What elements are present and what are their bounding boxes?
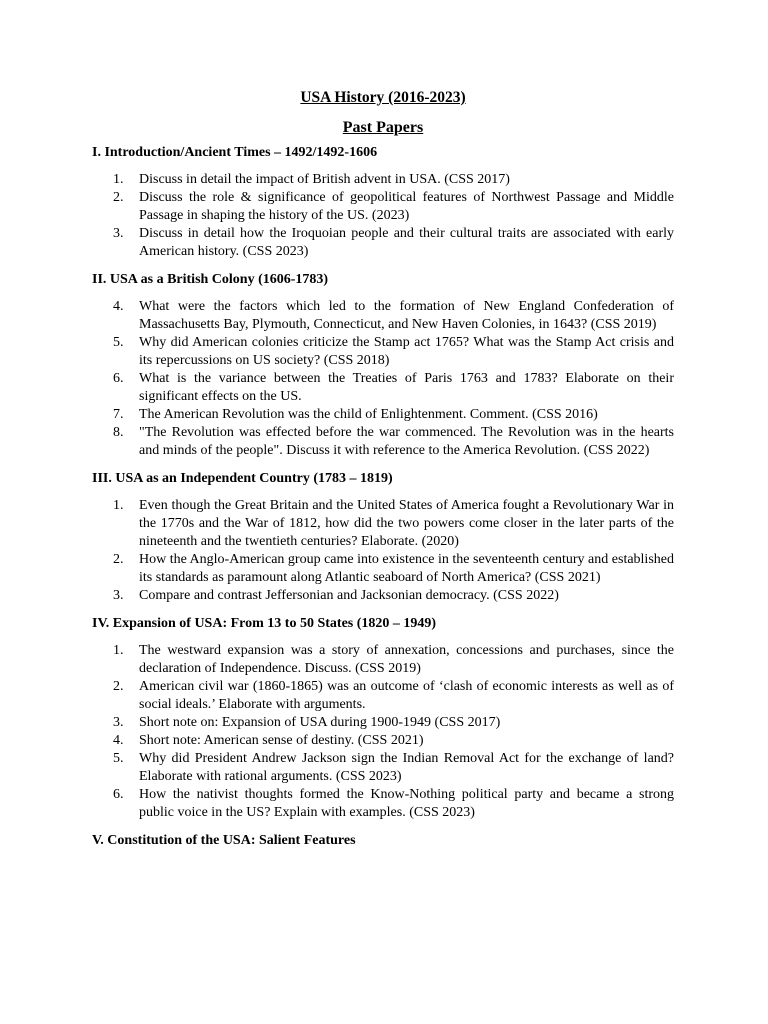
question-text: Short note on: Expansion of USA during 1900-1949 (CSS 2017) xyxy=(139,715,501,730)
question-item xyxy=(92,587,674,605)
question-text: Discuss in detail how the Iroquoian people and their cultural traits are associated with early American history. (CSS 2023) xyxy=(139,226,674,259)
question-text: American civil war (1860-1865) was an outcome of ‘clash of economic interests as well as of social ideals.’ Elaborate with arguments. xyxy=(139,679,674,712)
question-item xyxy=(92,714,674,732)
question-text: What were the factors which led to the formation of New England Confederation of Massachusetts Bay, Plymouth, Connecticut, and New Haven Colonies, in 1643? (CSS 2019) xyxy=(139,299,674,332)
question-text: What is the variance between the Treaties of Paris 1763 and 1783? Elaborate on their significant effects on the US. xyxy=(139,371,674,404)
question-number: 6. xyxy=(113,371,124,386)
section-heading: II. USA as a British Colony (1606-1783) xyxy=(92,272,329,287)
question-item xyxy=(92,497,674,551)
question-number: 3. xyxy=(113,715,124,730)
page-title: USA History (2016-2023) xyxy=(300,89,466,106)
question-text: How the nativist thoughts formed the Know-Nothing political party and became a strong public voice in the US? Explain with examples. (CSS 2023) xyxy=(139,787,674,820)
question-number: 1. xyxy=(113,498,124,513)
section-heading: III. USA as an Independent Country (1783 – 1819) xyxy=(92,471,393,486)
section-heading: I. Introduction/Ancient Times – 1492/1492-1606 xyxy=(92,145,378,160)
question-text: Even though the Great Britain and the United States of America fought a Revolutionary War in the 1770s and the War of 1812, how did the two powers come closer in the later parts of the nineteenth and the twentieth centuries? Elaborate. (2020) xyxy=(139,498,674,549)
question-number: 1. xyxy=(113,172,124,187)
question-list xyxy=(92,642,674,822)
question-text: Compare and contrast Jeffersonian and Jacksonian democracy. (CSS 2022) xyxy=(139,588,559,603)
question-number: 4. xyxy=(113,733,124,748)
question-item xyxy=(92,225,674,261)
page-subtitle: Past Papers xyxy=(342,119,424,136)
question-number: 6. xyxy=(113,787,124,802)
question-text: "The Revolution was effected before the war commenced. The Revolution was in the hearts and minds of the people". Discuss it with reference to the America Revolution. (CSS 2022) xyxy=(139,425,674,458)
question-number: 4. xyxy=(113,299,124,314)
question-item xyxy=(92,171,674,189)
section-heading: IV. Expansion of USA: From 13 to 50 States (1820 – 1949) xyxy=(92,616,437,631)
question-text: Short note: American sense of destiny. (CSS 2021) xyxy=(139,733,424,748)
question-number: 7. xyxy=(113,407,124,422)
question-number: 2. xyxy=(113,679,124,694)
question-text: The westward expansion was a story of annexation, concessions and purchases, since the declaration of Independence. Discuss. (CSS 2019) xyxy=(139,643,674,676)
question-number: 5. xyxy=(113,751,124,766)
question-item xyxy=(92,334,674,370)
question-item xyxy=(92,786,674,822)
question-item xyxy=(92,370,674,406)
question-text: Why did President Andrew Jackson sign the Indian Removal Act for the exchange of land? Elaborate with rational arguments. (CSS 2023) xyxy=(139,751,674,784)
question-number: 1. xyxy=(113,643,124,658)
question-text: Discuss the role & significance of geopolitical features of Northwest Passage and Middle Passage in shaping the history of the US. (2023) xyxy=(139,190,674,223)
question-text: How the Anglo-American group came into existence in the seventeenth century and established its standards as paramount along Atlantic seaboard of North America? (CSS 2021) xyxy=(139,552,674,585)
question-list xyxy=(92,298,674,460)
question-item xyxy=(92,642,674,678)
question-number: 2. xyxy=(113,552,124,567)
question-item xyxy=(92,732,674,750)
question-text: Why did American colonies criticize the Stamp act 1765? What was the Stamp Act crisis and its repercussions on US society? (CSS 2018) xyxy=(139,335,674,368)
question-number: 3. xyxy=(113,226,124,241)
question-item xyxy=(92,298,674,334)
question-text: The American Revolution was the child of Enlightenment. Comment. (CSS 2016) xyxy=(139,407,598,422)
question-item xyxy=(92,424,674,460)
question-number: 8. xyxy=(113,425,124,440)
sections-container xyxy=(92,144,674,850)
question-item xyxy=(92,406,674,424)
question-list xyxy=(92,171,674,261)
question-list xyxy=(92,497,674,605)
question-item xyxy=(92,750,674,786)
question-number: 3. xyxy=(113,588,124,603)
section-heading: V. Constitution of the USA: Salient Features xyxy=(92,833,356,848)
question-item xyxy=(92,678,674,714)
question-item xyxy=(92,189,674,225)
question-text: Discuss in detail the impact of British advent in USA. (CSS 2017) xyxy=(139,172,510,187)
question-item xyxy=(92,551,674,587)
question-number: 2. xyxy=(113,190,124,205)
question-number: 5. xyxy=(113,335,124,350)
